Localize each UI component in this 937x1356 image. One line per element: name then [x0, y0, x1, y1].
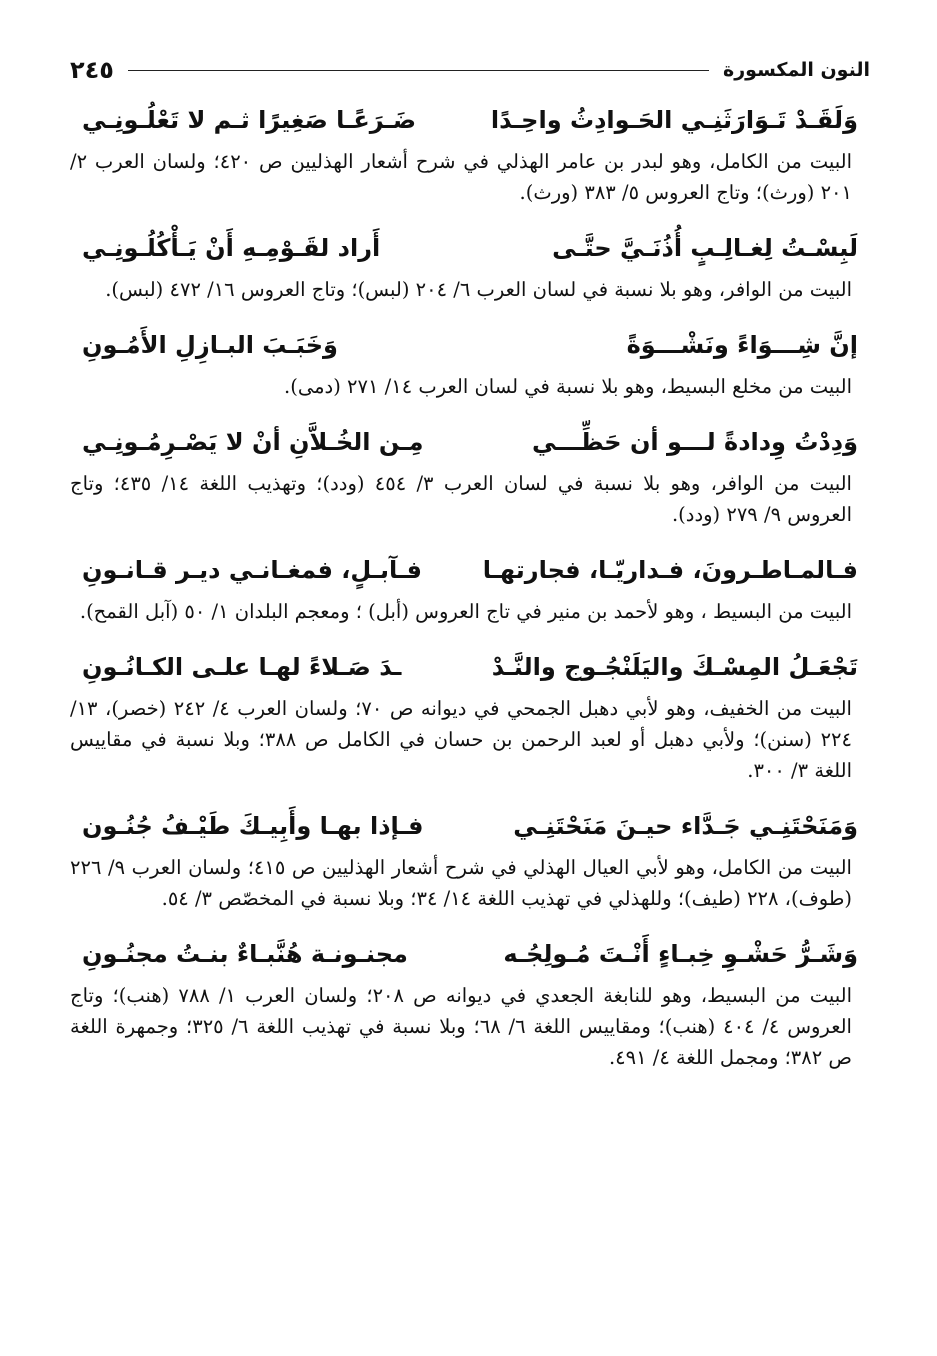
verse-note: البيت من الكامل، وهو لبدر بن عامر الهذلي في شرح أشعار الهذليين ص ٤٢٠؛ ولسان العرب ٢/ ٢٠١ (ورث)؛ وتاج العروس ٥/ ٣٨٣ (ورث). [70, 150, 852, 204]
second-hemistich: وَخَبَـبَ البـازِلِ الأَمُـونِ [82, 331, 338, 359]
verse-note: البيت من البسيط ، وهو لأحمد بن منير في تاج العروس (أبل) ؛ ومعجم البلدان ١/ ٥٠ (آبل القمح). [79, 600, 852, 623]
page-header [70, 50, 870, 90]
verse-line [70, 224, 870, 274]
first-hemistich: فـالمـاطـرونَ، فـداريّـا، فجارتهـا [482, 556, 858, 584]
second-hemistich: فـآبـلٍ، فمغـانـي ديـر قـانـونِ [82, 556, 422, 584]
first-hemistich: وَلَقَـدْ تَـوَارَثَنِـي الحَـوادِثُ واحِـدًا [490, 106, 858, 134]
second-hemistich: مِـن الخُـلاَّنِ أنْ لا يَصْـرِمُـونِـي [82, 428, 424, 456]
verse-entry [70, 321, 870, 402]
verse-note: البيت من الوافر، وهو بلا نسبة في لسان العرب ٣/ ٤٥٤ (ودد)؛ وتهذيب اللغة ١٤/ ٤٣٥؛ وتاج العروس ٩/ ٢٧٩ (ودد). [70, 472, 852, 526]
verse-entry [70, 224, 870, 305]
verse-note: البيت من الخفيف، وهو لأبي دهبل الجمحي في ديوانه ص ٧٠؛ ولسان العرب ٤/ ٢٤٢ (خصر)، ١٣/ ٢٢٤ (سنن)؛ ولأبي دهبل أو لعبد الرحمن بن حسان في الكامل ص ٣٨٨؛ وبلا نسبة في مقاييس اللغة ٣/ ٣٠٠. [70, 697, 852, 782]
chapter-title: النون المكسورة [723, 59, 870, 81]
second-hemistich: أَراد لقَـوْمِـهِ أَنْ يَـأْكُلُـونِـي [82, 234, 381, 262]
verse-line [70, 96, 870, 146]
verse-note: البيت من الوافر، وهو بلا نسبة في لسان العرب ٦/ ٢٠٤ (لبس)؛ وتاج العروس ١٦/ ٤٧٢ (لبس). [105, 278, 852, 301]
verse-note: البيت من مخلع البسيط، وهو بلا نسبة في لسان العرب ١٤/ ٢٧١ (دمى). [284, 375, 852, 398]
verse-entry [70, 930, 870, 1073]
verse-note: البيت من البسيط، وهو للنابغة الجعدي في ديوانه ص ٢٠٨؛ ولسان العرب ١/ ٧٨٨ (هنب)؛ وتاج العروس ٤/ ٤٠٤ (هنب)؛ ومقاييس اللغة ٦/ ٦٨؛ وبلا نسبة في تهذيب اللغة ٦/ ٣٢٥؛ وجمهرة اللغة ص ٣٨٢؛ ومجمل اللغة ٤/ ٤٩١. [70, 984, 852, 1069]
verse-line [70, 546, 870, 596]
header-rule [128, 70, 709, 71]
verse-entry [70, 418, 870, 530]
second-hemistich: ضَـرَعًـا صَغِيرًا ثـم لا تَعْلُـونِـي [82, 106, 417, 134]
verse-entry [70, 546, 870, 627]
second-hemistich: ـدَ صَـلاءً لهـا علـى الكـانُـونِ [82, 653, 402, 681]
verse-line [70, 930, 870, 980]
first-hemistich: تَجْعَـلُ المِسْـكَ واليَلَنْجُـوج والنَّـدْ [491, 653, 858, 681]
second-hemistich: فـإذا بهـا وأَبِيـكَ طَيْـفُ جُنُـون [82, 812, 424, 840]
verse-entry [70, 802, 870, 914]
verse-note: البيت من الكامل، وهو لأبي العيال الهذلي في شرح أشعار الهذليين ص ٤١٥؛ ولسان العرب ٩/ ٢٢٦ (طوف)، ٢٢٨ (طيف)؛ وللهذلي في تهذيب اللغة ١٤/ ٣٤؛ وبلا نسبة في المخصّص ٣/ ٥٤. [70, 856, 852, 910]
first-hemistich: وَمَنَحْتَنِـي جَـدَّاء حيـنَ مَنَحْتَنِـي [513, 812, 858, 840]
page-number: ٢٤٥ [70, 56, 114, 84]
verse-line [70, 321, 870, 371]
second-hemistich: مجنـونـة هُنَّبـاءٌ بنـتُ مجنُـونِ [82, 940, 408, 968]
first-hemistich: وَشَـرُّ حَشْـوِ خِبـاءٍ أَنْـتَ مُـولِجُـه [503, 940, 858, 968]
verse-line [70, 802, 870, 852]
first-hemistich: وَدِدْتُ وِدادةً لـــو أن حَظِّـــي [532, 428, 858, 456]
verse-line [70, 643, 870, 693]
first-hemistich: إنَّ شِـــوَاءً ونَشْـــوَةً [626, 331, 858, 359]
book-page [70, 50, 870, 1089]
first-hemistich: لَبِسْـتُ لِغـالِـبٍ أُذُنَـيَّ حتَّـى [552, 234, 858, 262]
verse-line [70, 418, 870, 468]
verse-entry [70, 96, 870, 208]
verse-entry [70, 643, 870, 786]
